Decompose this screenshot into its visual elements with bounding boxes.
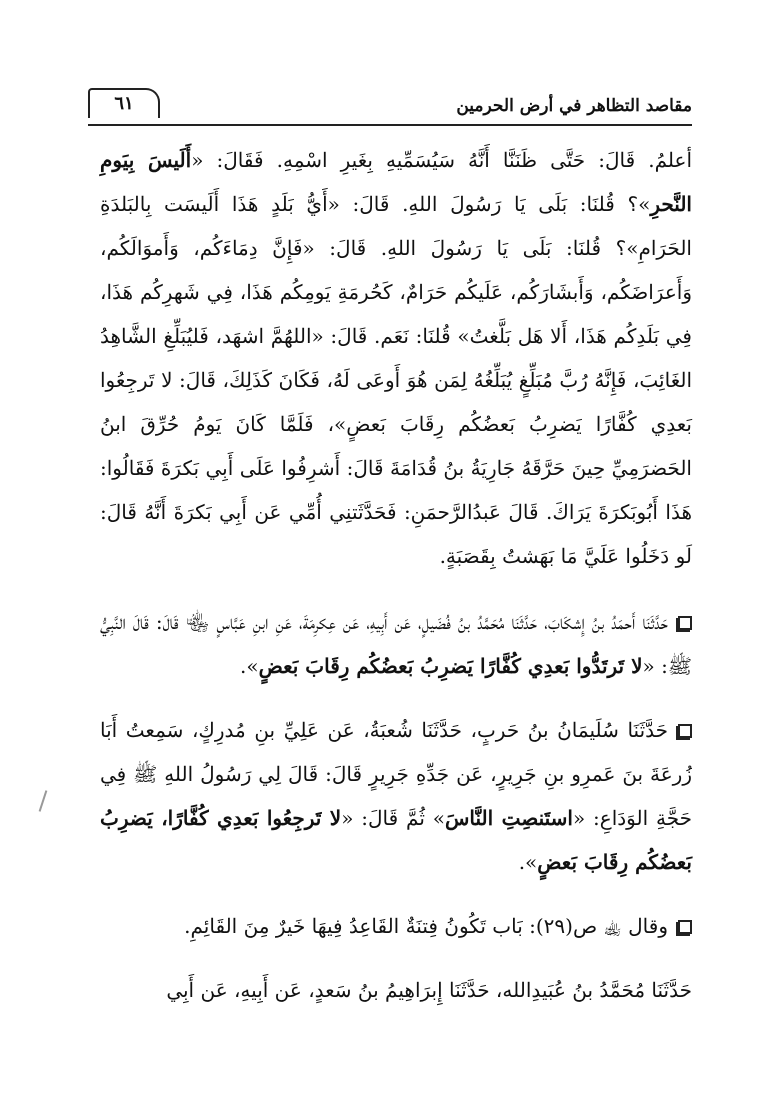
- paragraph-1: [100, 138, 692, 578]
- page-number-box: [88, 88, 160, 118]
- margin-pencil-mark: [39, 790, 48, 812]
- text-run: وقال ﵀ ص(٢٩): بَاب تَكُونُ فِتنَةٌ القَاعِدُ فِيهَا خَيرٌ مِنَ القَائِمِ.: [184, 914, 668, 938]
- text-run: » ثُمَّ قَالَ: «: [341, 806, 445, 830]
- text-run: ».: [518, 850, 538, 874]
- running-title: مقاصد التظاهر في أرض الحرمين: [456, 96, 692, 116]
- hollow-square-bullet-icon: [678, 616, 692, 630]
- paragraph-2: [100, 600, 692, 688]
- text-run: حَدَّثَنَا أَحمَدُ بنُ إِشكَابَ، حَدَّثَنَا مُحَمَّدُ بنُ فُضَيلٍ، عَن أَبِيهِ، عَن عِكرِمَةَ، عَنِ ابنِ عَبَّاسٍ ﵄ قَالَ: قَالَ النَّبِيُّ ﷺ: «: [100, 610, 692, 678]
- paragraph-3: [100, 708, 692, 884]
- text-run: حَدَّثَنَا سُلَيمَانُ بنُ حَربٍ، حَدَّثَنَا شُعبَةُ، عَن عَلِيِّ بنِ مُدرِكٍ، سَمِعتُ أَبَا زُرعَةَ بنَ عَمرِو بنِ جَرِيرٍ، عَن جَدِّهِ جَرِيرٍ قَالَ: قَالَ لِي رَسُولُ اللهِ ﷺ فِي حَجَّةِ الوَدَاعِ: «: [100, 718, 692, 830]
- text-run: أعلمُ. قَالَ: حَتَّى ظَنَنَّا أَنَّهُ سَيُسَمِّيهِ بِغَيرِ اسْمِهِ. فَقَالَ: «: [191, 148, 693, 172]
- header-rule: [88, 124, 692, 126]
- page-number: ٦١: [114, 93, 134, 114]
- paragraph-4: [100, 904, 692, 948]
- hadith-quote: أَلَيسَ بِيَومِ النَّحرِ: [100, 148, 692, 216]
- text-run: حَدَّثَنَا مُحَمَّدُ بنُ عُبَيدِالله، حَدَّثَنَا إِبرَاهِيمُ بنُ سَعدٍ، عَن أَبِيهِ، عَن أَبِي: [166, 978, 692, 1002]
- body-text: [100, 138, 692, 1032]
- text-run: ».: [240, 654, 259, 678]
- hadith-quote: لا تَرتَدُّوا بَعدِي كُفَّارًا يَضرِبُ بَعضُكُم رِقَابَ بَعضٍ: [258, 654, 643, 678]
- paragraph-5: [100, 968, 692, 1012]
- text-run: »؟ قُلنَا: بَلَى يَا رَسُولَ اللهِ. قَالَ: «أَيُّ بَلَدٍ هَذَا أَلَيسَت بِالبَلدَةِ الحَرَامِ»؟ قُلنَا: بَلَى يَا رَسُولَ اللهِ. قَالَ: «فَإِنَّ دِمَاءَكُم، وَأَموَالَكُم، وَأَعرَاضَكُم، وَأَبشَارَكُم، عَلَيكُم حَرَامٌ، كَحُرمَةِ يَومِكُم هَذَا، فِي شَهرِكُم هَذَا، فِي بَلَدِكُم هَذَا، أَلا هَل بَلَّغتُ» قُلنَا: نَعَم. قَالَ: «اللهُمَّ اشهَد، فَليُبَلِّغِ الشَّاهِدُ الغَائِبَ، فَإِنَّهُ رُبَّ مُبَلِّغٍ يُبَلِّغُهُ لِمَن هُوَ أَوعَى لَهُ، فَكَانَ كَذَلِكَ، قَالَ: لا تَرجِعُوا بَعدِي كُفَّارًا يَضرِبُ بَعضُكُم رِقَابَ بَعضٍ»، فَلَمَّا كَانَ يَومُ حُرِّقَ ابنُ الحَضرَمِيِّ حِينَ حَرَّقَهُ جَارِيَةُ بنُ قُدَامَةَ قَالَ: أَشرِفُوا عَلَى أَبِي بَكرَةَ فَقَالُوا: هَذَا أَبُوبَكرَةَ يَرَاكَ. قَالَ عَبدُالرَّحمَنِ: فَحَدَّثَتنِي أُمِّي عَن أَبِي بَكرَةَ أَنَّهُ قَالَ: لَو دَخَلُوا عَلَيَّ مَا بَهَشتُ بِقَصَبَةٍ.: [100, 192, 692, 568]
- hollow-square-bullet-icon: [678, 724, 692, 738]
- running-header: [88, 88, 692, 126]
- hadith-quote: استَنصِتِ النَّاسَ: [444, 806, 573, 830]
- hollow-square-bullet-icon: [678, 920, 692, 934]
- hadith-quote: لا تَرجِعُوا بَعدِي كُفَّارًا، يَضرِبُ بَعضُكُم رِقَابَ بَعضٍ: [100, 806, 692, 874]
